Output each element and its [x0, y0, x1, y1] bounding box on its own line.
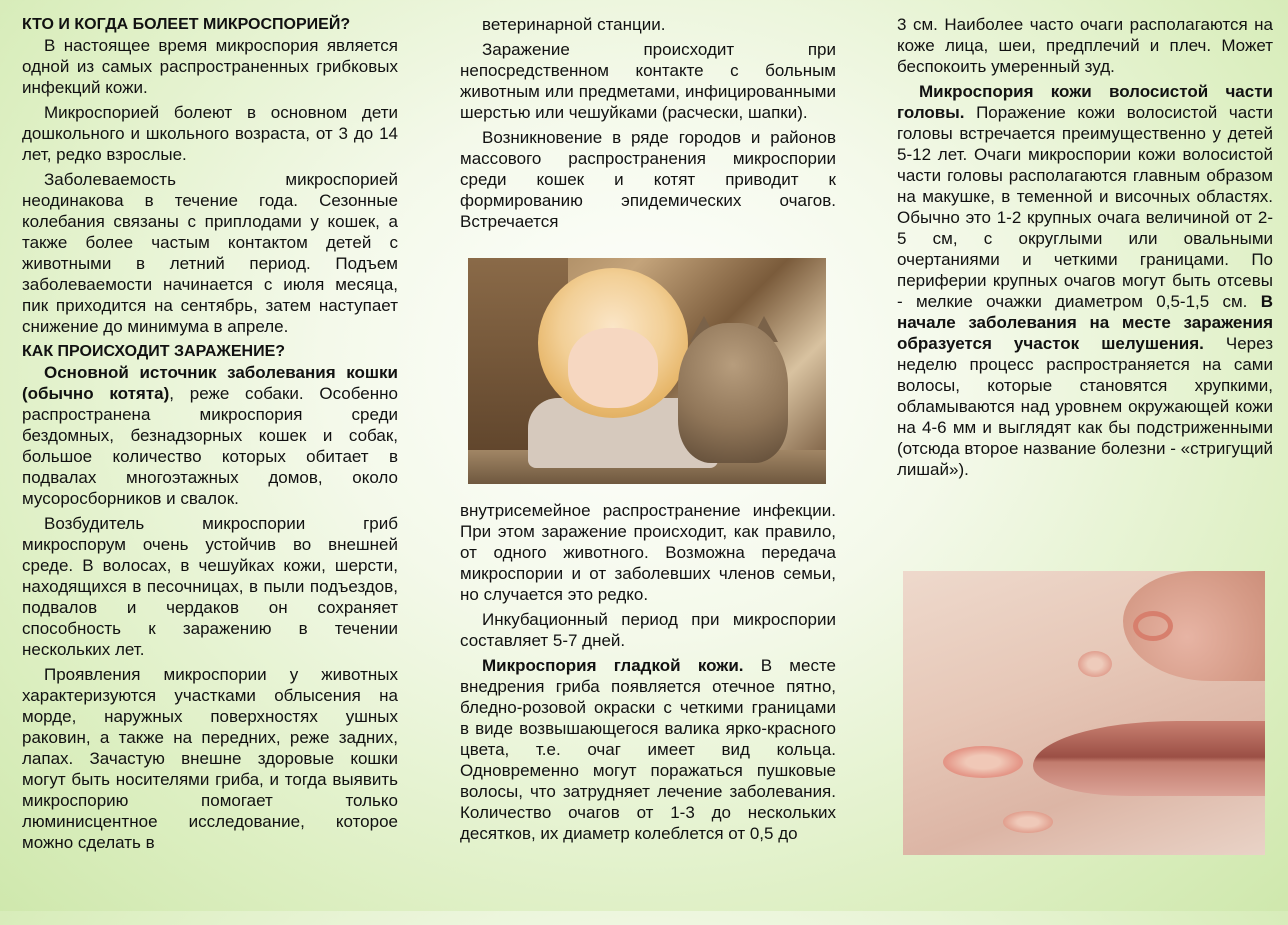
paragraph: 3 см. Наиболее часто очаги располагаются на коже лица, шеи, предплечий и плеч. Может беспокоить умеренный зуд. [897, 15, 1273, 76]
paragraph: ветеринарной станции. [482, 15, 666, 34]
heading-who-when: КТО И КОГДА БОЛЕЕТ МИКРОСПОРИЕЙ? [22, 16, 351, 33]
paragraph [22, 362, 398, 509]
paragraph: Заражение происходит при непосредственном контакте с больным животным или предметами, инфицированными шерстью или чешуйками (расчески, шапки). [460, 40, 836, 122]
bold-text: Микроспория гладкой кожи. [482, 656, 744, 675]
paragraph: Возбудитель микроспории гриб микроспорум очень устойчив во внешней среде. В волосах, в чешуйках кожи, шерсти, находящихся в песочницах, в пыли подъездов, подвалов и чердаков он сохраняет способность к заражению в течении нескольких лет. [22, 514, 398, 659]
column-left [22, 14, 398, 925]
text: Через неделю процесс распространяется на сами волосы, которые становятся хрупкими, обламываются над уровнем окружающей кожи на 4-6 мм и выглядят как бы подстриженными (отсюда второе название болезни - «стригущий лишай»). [897, 334, 1273, 479]
text: Поражение кожи волосистой части головы встречается преимущественно у детей 5-12 лет. Очаги микроспории кожи волосистой части головы располагаются главным образом на макушке, в теменной и височных областях. Обычно это 1-2 крупных очага величиной от 2-5 см, с округлыми или овальными очертаниями и четкими границами. По периферии крупных очагов могут быть отсевы - мелкие очажки диаметром 0,5-1,5 см. [897, 103, 1273, 311]
skin-lesion-photo [903, 571, 1265, 855]
paragraph: внутрисемейное распространение инфекции. При этом заражение происходит, как правило, от одного животного. Возможна передача микроспории и от заболевших членов семьи, но случается это редко. [460, 501, 836, 604]
paragraph [897, 81, 1273, 480]
paragraph: Инкубационный период при микроспории составляет 5-7 дней. [460, 610, 836, 650]
heading-infection: КАК ПРОИСХОДИТ ЗАРАЖЕНИЕ? [22, 343, 286, 360]
bold-text: Основной источник заболевания кошки (обычно котята) [22, 363, 398, 403]
child-with-cat-photo [468, 258, 826, 484]
text: В месте внедрения гриба появляется отечное пятно, бледно-розовой окраски с четкими границами в виде возвышающегося валика ярко-красного цвета, т.е. очаг имеет вид кольца. Одновременно могут поражаться пушковые волосы, что затрудняет лечение заболевания. Количество очагов от 1-3 до нескольких десятков, их диаметр колеблется от 0,5 до [460, 656, 837, 843]
paragraph [460, 655, 836, 844]
bold-text: Микроспория кожи волосистой части головы. [897, 82, 1273, 122]
paragraph: Заболеваемость микроспорией неодинакова в течение года. Сезонные колебания связаны с приплодами у кошек, а также более частым контактом детей с животными в летний период. Подъем заболеваемости начинается с июля месяца, пик приходится на сентябрь, затем наступает снижение до минимума в апреле. [22, 170, 398, 336]
paragraph: Проявления микроспории у животных характеризуются участками облысения на морде, наружных поверхностях ушных раковин, а также на передних, реже задних, лапах. Зачастую внешне здоровые кошки могут быть носителями гриба, и тогда выявить микроспорию помогает только люминисцентное исследование, которое можно сделать в [22, 665, 398, 852]
text: , реже собаки. Особенно распространена микроспория среди бездомных, безнадзорных кошек и собак, большое количество которых обитает в подвалах многоэтажных домов, около мусоросборников и свалок. [22, 384, 398, 508]
paragraph: Микроспорией болеют в основном дети дошкольного и школьного возраста, от 3 до 14 лет, редко взрослые. [22, 103, 398, 164]
paragraph: Возникновение в ряде городов и районов массового распространения микроспории среди кошек и котят приводит к формированию эпидемических очагов. Встречается [460, 128, 836, 231]
bold-text: В начале заболевания на месте заражения образуется участок шелушения. [897, 292, 1273, 353]
paragraph: В настоящее время микроспория является одной из самых распространенных грибковых инфекций кожи. [22, 36, 398, 97]
